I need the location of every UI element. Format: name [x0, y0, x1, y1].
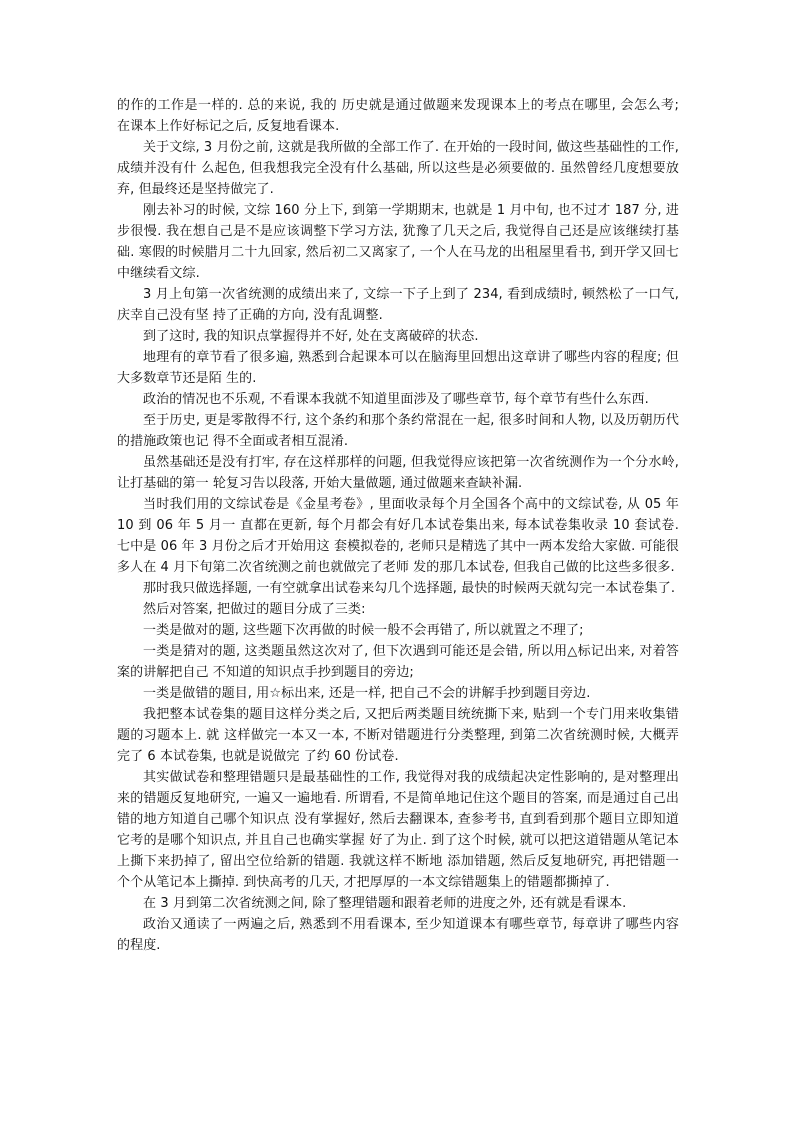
- paragraph-12: 然后对答案, 把做过的题目分成了三类:: [143, 602, 366, 617]
- paragraph-4: 3 月上旬第一次省统测的成绩出来了, 文综一下子上到了 234, 看到成绩时, 顿然松了一口气, 庆幸自己没有坚 持了正确的方向, 没有乱调整.: [117, 287, 679, 323]
- paragraph-16: 我把整本试卷集的题目这样分类之后, 又把后两类题目统统撕下来, 贴到一个专门用来收集错题的习题本上. 就 这样做完一本又一本, 不断对错题进行分类整理, 到第二次省统测时候, 大概弄完了 6 本试卷集, 也就是说做完 了约 60 份试卷.: [117, 707, 679, 764]
- paragraph-11: 那时我只做选择题, 一有空就拿出试卷来勾几个选择题, 最快的时候两天就勾完一本试卷集了.: [143, 581, 676, 596]
- paragraph-3: 刚去补习的时候, 文综 160 分上下, 到第一学期期末, 也就是 1 月中旬, 也不过才 187 分, 进步很慢. 我在想自己是不是应该调整下学习方法, 犹豫了几天之后, 我觉得自己还是应该继续打基础. 寒假的时候腊月二十九回家, 然后初二又离家了, 一个人在马龙的出租屋里看书, 到开学又回七中继续看文综.: [117, 203, 679, 281]
- paragraph-13: 一类是做对的题, 这些题下次再做的时候一般不会再错了, 所以就置之不理了;: [143, 623, 584, 638]
- paragraph-15: 一类是做错的题目, 用☆标出来, 还是一样, 把自己不会的讲解手抄到题目旁边.: [143, 686, 591, 701]
- paragraph-8: 至于历史, 更是零散得不行, 这个条约和那个条约常混在一起, 很多时间和人物, 以及历朝历代的措施政策也记 得不全面或者相互混淆.: [117, 413, 679, 449]
- document-body: [117, 95, 679, 956]
- paragraph-7: 政治的情况也不乐观, 不看课本我就不知道里面涉及了哪些章节, 每个章节有些什么东西.: [143, 392, 649, 407]
- paragraph-5: 到了这时, 我的知识点掌握得并不好, 处在支离破碎的状态.: [143, 329, 479, 344]
- paragraph-17: 其实做试卷和整理错题只是最基础性的工作, 我觉得对我的成绩起决定性影响的, 是对整理出来的错题反复地研究, 一遍又一遍地看. 所谓看, 不是简单地记住这个题目的答案, 而是通过自己出错的地方知道自己哪个知识点 没有掌握好, 然后去翻课本, 查参考书, 直到看到那个题目立即知道它考的是哪个知识点, 并且自己也确实掌握 好了为止. 到了这个时候, 就可以把这道错题从笔记本上撕下来扔掉了, 留出空位给新的错题. 我就这样不断地 添加错题, 然后反复地研究, 再把错题一个个从笔记本上撕掉. 到快高考的几天, 才把厚厚的一本文综错题集上的错题都撕掉了.: [117, 770, 679, 890]
- paragraph-1: 的作的工作是一样的. 总的来说, 我的 历史就是通过做题来发现课本上的考点在哪里, 会怎么考; 在课本上作好标记之后, 反复地看课本.: [117, 98, 679, 134]
- paragraph-9: 虽然基础还是没有打牢, 存在这样那样的问题, 但我觉得应该把第一次省统测作为一个分水岭, 让打基础的第一 轮复习告以段落, 开始大量做题, 通过做题来查缺补漏.: [117, 455, 679, 491]
- paragraph-10: 当时我们用的文综试卷是《金星考卷》, 里面收录每个月全国各个高中的文综试卷, 从 05 年 10 到 06 年 5 月一 直都在更新, 每个月都会有好几本试卷集出来, 每本试卷集收录 10 套试卷. 七中是 06 年 3 月份之后才开始用这 套模拟卷的, 老师只是精选了其中一两本发给大家做. 可能很多人在 4 月下旬第二次省统测之前也就做完了老师 发的那几本试卷, 但我自己做的比这些多很多.: [117, 497, 679, 575]
- paragraph-2: 关于文综, 3 月份之前, 这就是我所做的全部工作了. 在开始的一段时间, 做这些基础性的工作, 成绩并没有什 么起色, 但我想我完全没有什么基础, 所以这些是必须要做的. 虽然曾经几度想要放弃, 但最终还是坚持做完了.: [117, 140, 679, 197]
- paragraph-19: 政治又通读了一两遍之后, 熟悉到不用看课本, 至少知道课本有哪些章节, 每章讲了哪些内容的程度.: [117, 917, 679, 953]
- paragraph-6: 地理有的章节看了很多遍, 熟悉到合起课本可以在脑海里回想出这章讲了哪些内容的程度; 但大多数章节还是陌 生的.: [117, 350, 679, 386]
- paragraph-18: 在 3 月到第二次省统测之间, 除了整理错题和跟着老师的进度之外, 还有就是看课本.: [143, 896, 627, 911]
- paragraph-14: 一类是猜对的题, 这类题虽然这次对了, 但下次遇到可能还是会错, 所以用△标记出来, 对着答案的讲解把自己 不知道的知识点手抄到题目的旁边;: [117, 644, 679, 680]
